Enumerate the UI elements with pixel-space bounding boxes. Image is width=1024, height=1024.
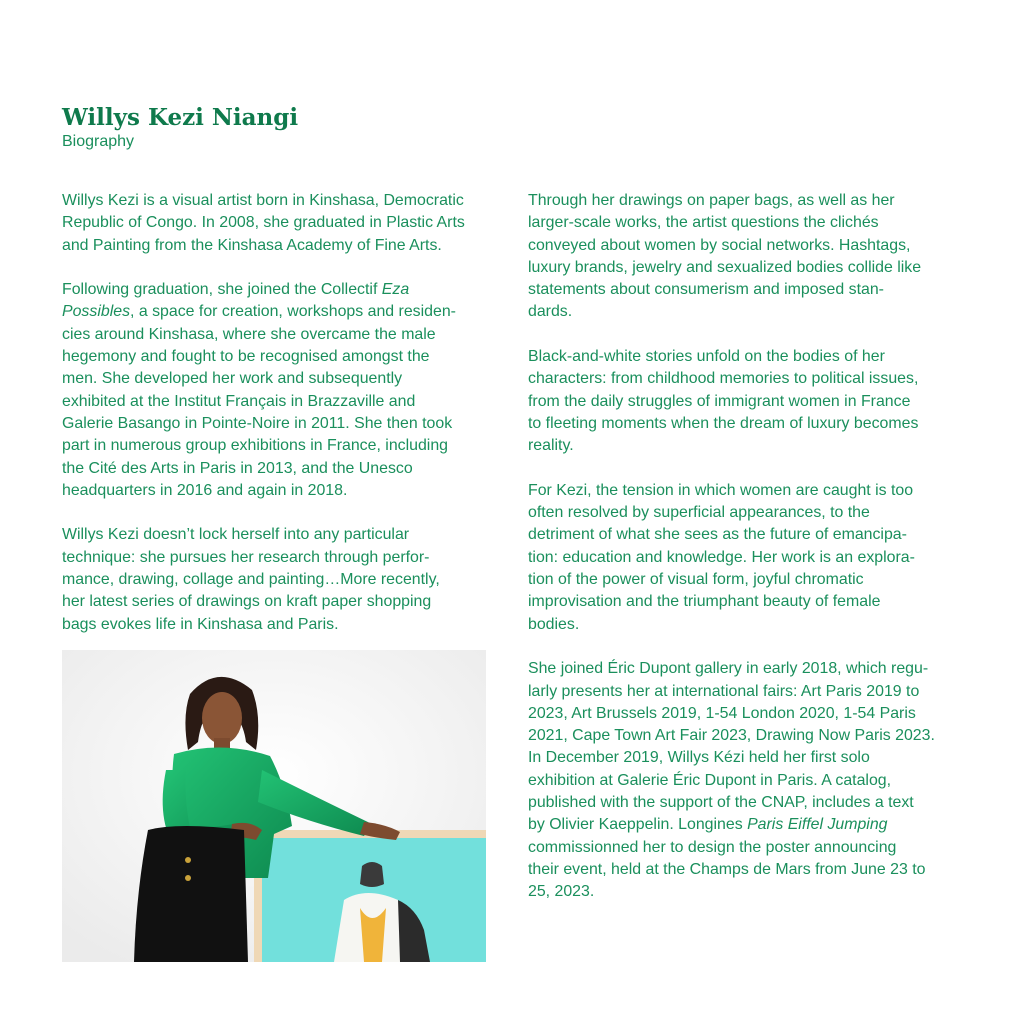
text-line: bodies. <box>528 615 580 633</box>
text-segment: by Olivier Kaeppelin. Longines <box>528 816 748 834</box>
biography-left-column <box>62 190 494 658</box>
text-line: exhibited at the Institut Français in Brazzaville and <box>62 392 416 410</box>
text-line: bags evokes life in Kinshasa and Paris. <box>62 615 339 633</box>
text-line: For Kezi, the tension in which women are caught is too <box>528 481 914 499</box>
text-line: to fleeting moments when the dream of luxury becomes <box>528 414 919 432</box>
text-line: mance, drawing, collage and painting…More recently, <box>62 571 440 589</box>
italic-title: Paris Eiffel Jumping <box>747 816 888 834</box>
text-line: often resolved by superficial appearances, to the <box>528 504 870 522</box>
text-line: conveyed about women by social networks. Hashtags, <box>528 236 911 254</box>
text-line <box>62 279 494 301</box>
text-line: Galerie Basango in Pointe-Noire in 2011. She then took <box>62 414 453 432</box>
text-line: their event, held at the Champs de Mars from June 23 to <box>528 860 926 878</box>
artist-portrait-photo <box>62 650 486 962</box>
text-line: part in numerous group exhibitions in France, including <box>62 437 449 455</box>
text-line: improvisation and the triumphant beauty of female <box>528 593 881 611</box>
page-subtitle: Biography <box>62 133 135 150</box>
italic-title: Eza <box>381 281 410 299</box>
text-line: headquarters in 2016 and again in 2018. <box>62 481 348 499</box>
text-line: Black-and-white stories unfold on the bodies of her <box>528 348 885 366</box>
text-line: and Painting from the Kinshasa Academy of Fine Arts. <box>62 236 442 254</box>
text-line: 2021, Cape Town Art Fair 2023, Drawing Now Paris 2023. <box>528 727 935 745</box>
text-line: detriment of what she sees as the future of emancipa- <box>528 526 907 544</box>
text-line: reality. <box>528 437 574 455</box>
text-line: from the daily struggles of immigrant women in France <box>528 392 911 410</box>
text-line: Through her drawings on paper bags, as well as her <box>528 192 895 209</box>
biography-paragraph <box>528 480 960 636</box>
text-line: She joined Éric Dupont gallery in early 2018, which regu- <box>528 660 929 678</box>
text-line <box>62 301 494 323</box>
text-line: larly presents her at international fairs: Art Paris 2019 to <box>528 682 920 700</box>
page-title: Willys Kezi Niangi <box>62 104 299 131</box>
text-line: men. She developed her work and subsequently <box>62 370 403 388</box>
text-line: Willys Kezi doesn’t lock herself into any particular <box>62 526 410 544</box>
text-line: published with the support of the CNAP, includes a text <box>528 794 914 812</box>
text-line: larger-scale works, the artist questions the clichés <box>528 214 879 232</box>
text-line: Willys Kezi is a visual artist born in Kinshasa, Democratic <box>62 192 464 209</box>
text-line: 25, 2023. <box>528 883 595 901</box>
biography-paragraph <box>528 190 960 324</box>
biography-paragraph <box>62 190 494 257</box>
biography-paragraph <box>62 524 494 635</box>
text-line: exhibition at Galerie Éric Dupont in Paris. A catalog, <box>528 771 892 789</box>
biography-paragraph <box>528 658 960 903</box>
text-segment: , a space for creation, workshops and residen- <box>130 303 456 321</box>
text-line: luxury brands, jewelry and sexualized bodies collide like <box>528 258 922 276</box>
text-line: cies around Kinshasa, where she overcame the male <box>62 325 436 343</box>
italic-title: Possibles <box>62 303 131 321</box>
text-line: tion: education and knowledge. Her work is an explora- <box>528 548 915 566</box>
text-line: characters: from childhood memories to political issues, <box>528 370 919 388</box>
text-line: tion of the power of visual form, joyful chromatic <box>528 571 864 589</box>
biography-paragraph <box>528 346 960 457</box>
biography-paragraph <box>62 279 494 502</box>
text-segment: Following graduation, she joined the Collectif <box>62 281 382 299</box>
text-line: her latest series of drawings on kraft paper shopping <box>62 593 432 611</box>
biography-right-column <box>528 190 960 926</box>
text-line: statements about consumerism and imposed stan- <box>528 281 884 299</box>
text-line: In December 2019, Willys Kézi held her first solo <box>528 749 870 767</box>
text-line: hegemony and fought to be recognised amongst the <box>62 348 430 366</box>
text-line <box>528 814 960 836</box>
text-line: 2023, Art Brussels 2019, 1-54 London 2020, 1-54 Paris <box>528 704 916 722</box>
text-line: technique: she pursues her research through perfor- <box>62 548 430 566</box>
text-line: commissionned her to design the poster announcing <box>528 838 897 856</box>
text-line: dards. <box>528 303 573 321</box>
text-line: Republic of Congo. In 2008, she graduated in Plastic Arts <box>62 214 465 232</box>
text-line: the Cité des Arts in Paris in 2013, and the Unesco <box>62 459 413 477</box>
